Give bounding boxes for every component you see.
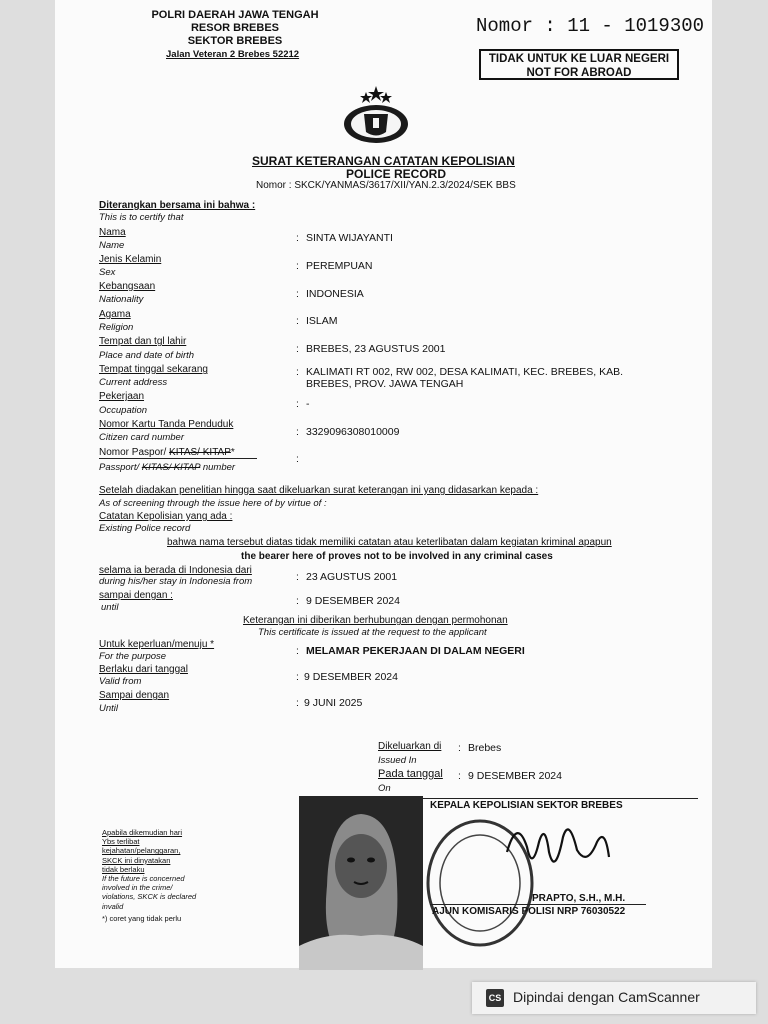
signatory-rank: AJUN KOMISARIS POLISI NRP 76030522 — [432, 906, 626, 917]
passport-en-c: number — [200, 462, 236, 473]
not-abroad-en: NOT FOR ABROAD — [526, 67, 632, 79]
colon: : — [296, 595, 299, 607]
valid-from-en: Valid from — [99, 676, 142, 687]
polri-emblem-icon — [340, 84, 412, 146]
note-id-line: tidak berlaku — [102, 864, 145, 874]
camscanner-text: Dipindai dengan CamScanner — [513, 989, 700, 1005]
label-address-en: Current address — [99, 377, 168, 388]
colon: : — [296, 645, 299, 657]
stay-from-id: selama ia berada di Indonesia dari — [99, 565, 252, 576]
passport-en-a: Passport/ — [99, 462, 142, 473]
purpose-id: Untuk keperluan/menuju * — [99, 639, 215, 650]
colon: : — [296, 697, 299, 709]
not-for-abroad-box — [479, 49, 679, 80]
stay-from-en: during his/her stay in Indonesia from — [99, 576, 253, 587]
valid-from-id: Berlaku dari tanggal — [99, 664, 188, 675]
issued-on-id: Pada tanggal — [378, 768, 443, 780]
signature-icon — [497, 812, 617, 882]
value-religion: ISLAM — [306, 315, 338, 327]
colon: : — [296, 671, 299, 683]
valid-until-id: Sampai dengan — [99, 690, 170, 701]
issued-at-en: Issued In — [378, 755, 417, 766]
note-footnote: *) coret yang tidak perlu — [102, 913, 182, 923]
passport-en-b: KITAS/ KITAP — [141, 462, 201, 473]
label-birth-id: Tempat dan tgl lahir — [99, 336, 187, 347]
stay-until-value: 9 DESEMBER 2024 — [306, 595, 400, 607]
value-sex: PEREMPUAN — [306, 260, 373, 272]
document-title-id: SURAT KETERANGAN CATATAN KEPOLISIAN — [252, 154, 515, 168]
colon: : — [296, 453, 299, 465]
value-birth: BREBES, 23 AGUSTUS 2001 — [306, 343, 446, 355]
issued-on-en: On — [378, 783, 391, 794]
issued-at-id: Dikeluarkan di — [378, 741, 442, 752]
label-address-id: Tempat tinggal sekarang — [99, 364, 208, 375]
label-nationality-en: Nationality — [99, 294, 144, 305]
document-reference-number: Nomor : SKCK/YANMAS/3617/XII/YAN.2.3/2024/SEK BBS — [256, 180, 516, 191]
screening-en: As of screening through the issue here of by virtue of : — [99, 498, 327, 509]
note-id-line: kejahatan/pelanggaran, — [102, 846, 181, 856]
applicant-photo — [299, 796, 423, 970]
request-id: Keterangan ini diberikan berhubungan dengan permohonan — [243, 615, 508, 626]
invalidity-note — [102, 828, 196, 923]
signature-top-line — [378, 798, 698, 799]
value-address-line-2: BREBES, PROV. JAWA TENGAH — [306, 378, 464, 390]
signatory-title: KEPALA KEPOLISIAN SEKTOR BREBES — [430, 800, 623, 811]
valid-until-en: Until — [99, 703, 119, 714]
header-line-1: POLRI DAERAH JAWA TENGAH — [151, 9, 319, 21]
header-line-3: SEKTOR BREBES — [187, 35, 283, 47]
label-religion-en: Religion — [99, 322, 134, 333]
document-title-en: POLICE RECORD — [346, 167, 447, 181]
note-en-line: invalid — [102, 901, 124, 911]
colon: : — [296, 571, 299, 583]
camscanner-logo-icon: CS — [486, 989, 504, 1007]
purpose-en: For the purpose — [99, 651, 167, 662]
camscanner-watermark — [472, 982, 756, 1014]
statement-id: bahwa nama tersebut diatas tidak memiliki catatan atau keterlibatan dalam kegiatan kriminal apapun — [167, 537, 612, 548]
colon: : — [296, 315, 299, 327]
value-nationality: INDONESIA — [306, 288, 364, 300]
value-occupation: - — [306, 398, 310, 410]
label-occupation-id: Pekerjaan — [99, 391, 145, 402]
intro-id: Diterangkan bersama ini bahwa : — [99, 200, 256, 211]
colon: : — [296, 232, 299, 244]
colon: : — [296, 426, 299, 438]
valid-from-value: 9 DESEMBER 2024 — [304, 671, 398, 683]
label-birth-en: Place and date of birth — [99, 350, 195, 361]
stay-until-en: until — [101, 602, 119, 613]
purpose-value: MELAMAR PEKERJAAN DI DALAM NEGERI — [306, 645, 525, 657]
label-nik-id: Nomor Kartu Tanda Penduduk — [99, 419, 234, 430]
passport-id-b: KITAS/ KITAP — [169, 447, 231, 458]
label-sex-en: Sex — [99, 267, 116, 278]
colon: : — [296, 343, 299, 355]
note-id-line: Apabila dikemudian hari — [102, 828, 183, 837]
signatory-name: PRAPTO, S.H., M.H. — [532, 893, 626, 904]
label-name-en: Name — [99, 240, 125, 251]
note-en-line: involved in the crime/ — [102, 883, 173, 893]
label-occupation-en: Occupation — [99, 405, 148, 416]
passport-divider — [99, 458, 257, 459]
colon: : — [458, 742, 461, 754]
statement-en: the bearer here of proves not to be involved in any criminal cases — [241, 551, 553, 562]
colon: : — [296, 288, 299, 300]
note-id-line: Ybs terlibat — [102, 837, 140, 847]
header-line-2: RESOR BREBES — [190, 22, 280, 34]
intro-en: This is to certify that — [99, 212, 184, 223]
stay-until-id: sampai dengan : — [99, 590, 173, 601]
colon: : — [296, 398, 299, 410]
request-en: This certificate is issued at the request to the applicant — [258, 627, 487, 638]
value-name: SINTA WIJAYANTI — [306, 232, 393, 244]
value-address-line-1: KALIMATI RT 002, RW 002, DESA KALIMATI, KEC. BREBES, KAB. — [306, 366, 624, 378]
issued-at-value: Brebes — [468, 742, 502, 754]
stay-from-value: 23 AGUSTUS 2001 — [306, 571, 398, 583]
document-number: Nomor : 11 - 1019300 — [476, 15, 705, 37]
colon: : — [296, 260, 299, 272]
passport-id-c: * — [230, 447, 235, 458]
label-religion-id: Agama — [99, 309, 131, 320]
record-label-en: Existing Police record — [99, 523, 191, 534]
signatory-divider — [430, 904, 646, 905]
label-nik-en: Citizen card number — [99, 432, 185, 443]
colon: : — [296, 366, 299, 378]
colon: : — [458, 770, 461, 782]
not-abroad-id: TIDAK UNTUK KE LUAR NEGERI — [488, 53, 670, 65]
record-label-id: Catatan Kepolisian yang ada : — [99, 511, 233, 522]
label-sex-id: Jenis Kelamin — [99, 254, 162, 265]
header-address: Jalan Veteran 2 Brebes 52212 — [166, 49, 300, 60]
label-passport-en — [99, 462, 235, 473]
note-en-line: If the future is concerned — [102, 874, 185, 884]
note-id-line: SKCK ini dinyatakan — [102, 855, 171, 865]
valid-until-value: 9 JUNI 2025 — [304, 697, 363, 709]
label-name-id: Nama — [99, 227, 126, 238]
passport-id-a: Nomor Paspor/ — [99, 447, 170, 458]
issued-on-value: 9 DESEMBER 2024 — [468, 770, 562, 782]
note-en-line: violations, SKCK is declared — [102, 892, 197, 902]
screening-id: Setelah diadakan penelitian hingga saat dikeluarkan surat keterangan ini yang didasarkan kepada : — [99, 485, 539, 496]
value-nik: 3329096308010009 — [306, 426, 400, 438]
label-passport-id — [99, 447, 235, 458]
label-nationality-id: Kebangsaan — [99, 281, 156, 292]
